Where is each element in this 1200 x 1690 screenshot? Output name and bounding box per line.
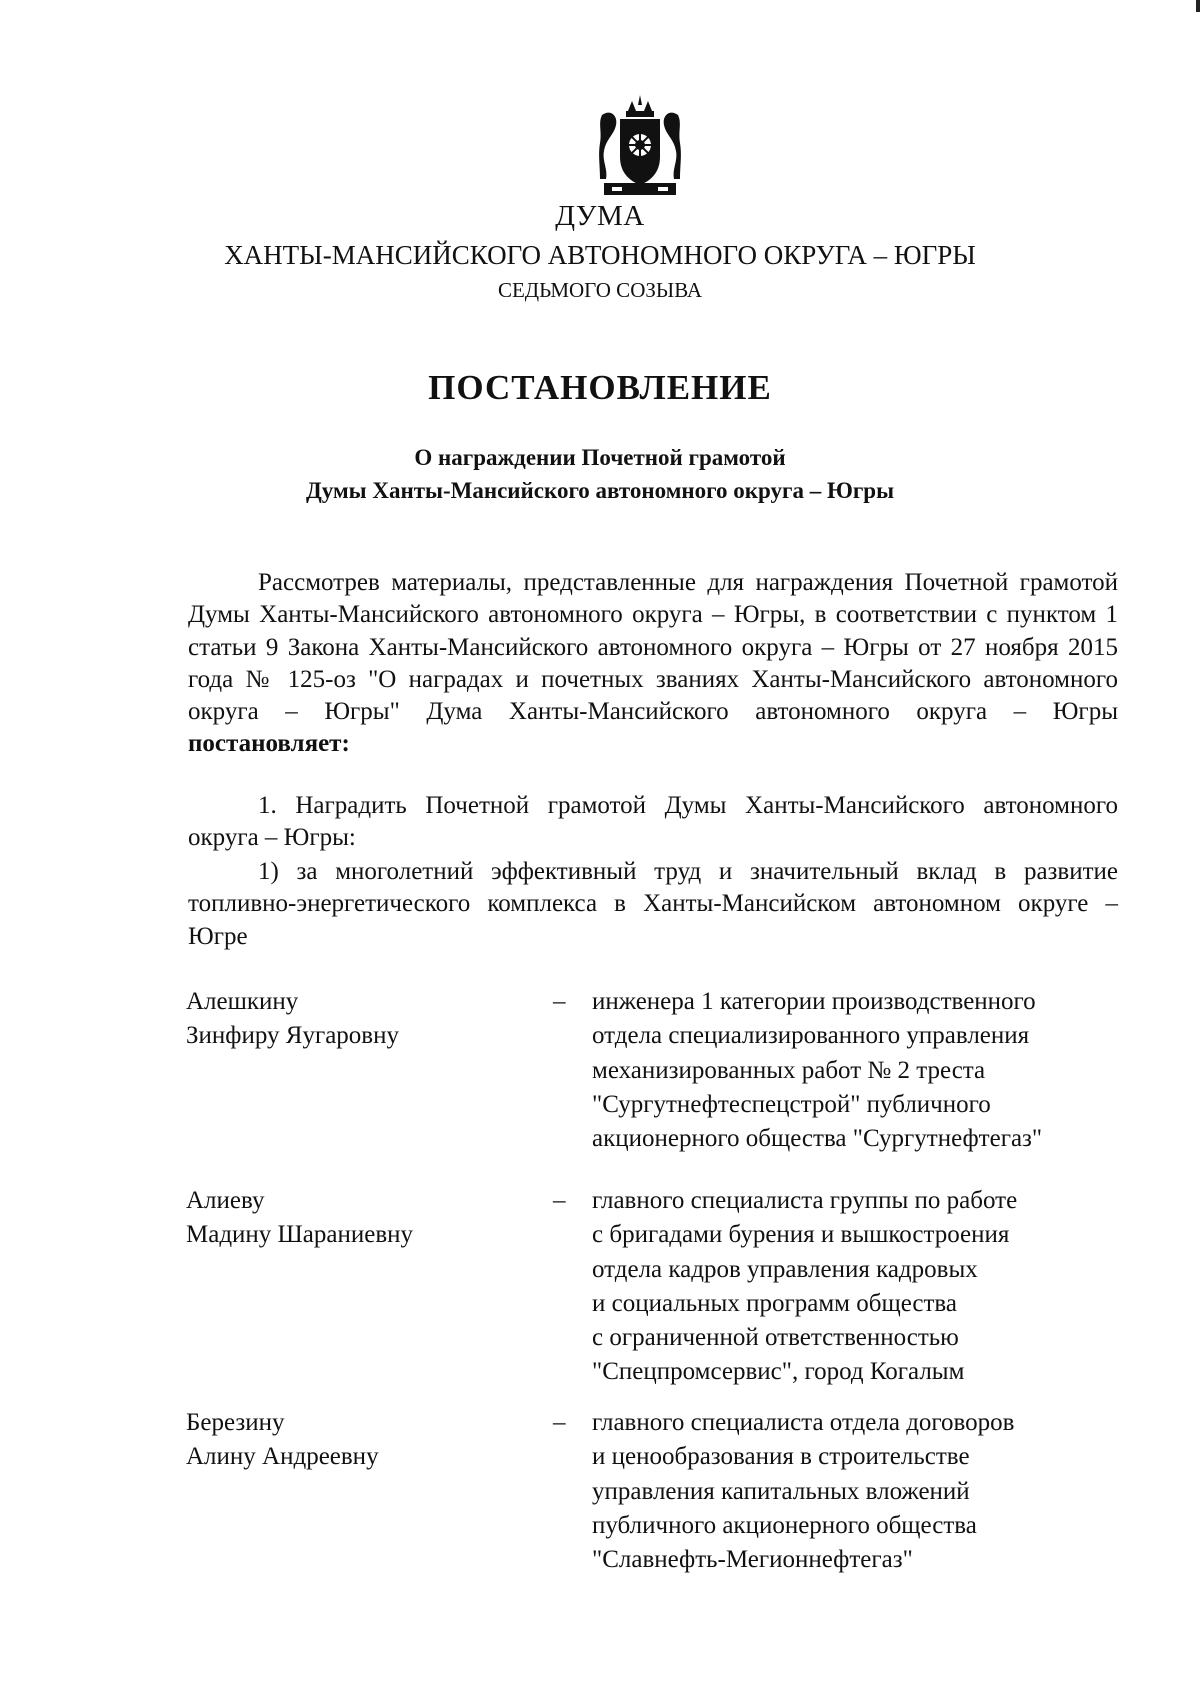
coat-of-arms-emblem xyxy=(598,95,682,199)
awardee-given-name: Зинфиру Яугаровну xyxy=(186,1022,399,1050)
awardee-name xyxy=(186,1406,526,1475)
dash-separator: – xyxy=(553,988,566,1015)
position-line: "Сургутнефтеспецстрой" публичного xyxy=(592,1090,991,1118)
position-line: управления капитальных вложений xyxy=(592,1477,970,1505)
awardee-given-name: Мадину Шараниевну xyxy=(186,1221,414,1249)
position-line: с бригадами бурения и вышкостроения xyxy=(592,1221,1010,1249)
org-name: ДУМА xyxy=(555,200,645,232)
position-line: акционерного общества "Сургутнефтегаз" xyxy=(592,1125,1043,1153)
position-line: инженера 1 категории производственного xyxy=(592,988,1036,1015)
position-line: отдела специализированного управления xyxy=(592,1022,1030,1050)
item-1-paragraph: 1. Наградить Почетной грамотой Думы Ханты-Мансийского автономного округа – Югры: xyxy=(188,792,1118,852)
position-line: отдела кадров управления кадровых xyxy=(592,1255,978,1283)
position-line: главного специалиста отдела договоров xyxy=(592,1409,1015,1436)
position-line: с ограниченной ответственностью xyxy=(592,1324,959,1352)
awardee-given-name: Алину Андреевну xyxy=(186,1443,379,1471)
dash-separator: – xyxy=(553,1187,566,1214)
position-line: механизированных работ № 2 треста xyxy=(592,1056,986,1084)
position-line: главного специалиста группы по работе xyxy=(592,1187,1018,1214)
awardee-position xyxy=(592,1184,1112,1390)
awardee-surname: Алиеву xyxy=(186,1187,265,1214)
preamble-paragraph xyxy=(188,567,1118,761)
awardee-surname: Березину xyxy=(186,1409,285,1436)
subitem-1-paragraph: 1) за многолетний эффективный труд и значительный вклад в развитие топливно-энергетического комплекса в Ханты-Мансийском автономном округе – Югре xyxy=(188,858,1118,950)
convocation: СЕДЬМОГО СОЗЫВА xyxy=(497,278,703,302)
preamble-text: Рассмотрев материалы, представленные для награждения Почетной грамотой Думы Ханты-Мансийского автономного округа – Югры, в соответствии с пунктом 1 статьи 9 Закона Ханты-Мансийского автономного округа – Югры от 27 ноября 2015 года № 125-оз "О наградах и почетных званиях Ханты-Мансийского автономного округа – Югры" Дума Ханты-Мансийского автономного округа – Югры xyxy=(188,569,1118,726)
resolves-keyword: постановляет: xyxy=(188,730,350,758)
position-line: и социальных программ общества xyxy=(592,1289,958,1317)
awardee-name xyxy=(186,985,526,1054)
position-line: и ценообразования в строительстве xyxy=(592,1443,970,1471)
awardee-surname: Алешкину xyxy=(186,988,299,1015)
dash-separator: – xyxy=(553,1409,566,1436)
subject-line-2: Думы Ханты-Мансийского автономного округа – Югры xyxy=(305,478,895,503)
awardee-position xyxy=(592,985,1112,1156)
region-name: ХАНТЫ-МАНСИЙСКОГО АВТОНОМНОГО ОКРУГА – ЮГРЫ xyxy=(224,240,976,270)
position-line: публичного акционерного общества xyxy=(592,1511,977,1539)
document-type: ПОСТАНОВЛЕНИЕ xyxy=(428,368,772,407)
subject-line-1: О награждении Почетной грамотой xyxy=(414,445,786,470)
awardee-name xyxy=(186,1184,526,1253)
position-line: "Славнефть-Мегионнефтегаз" xyxy=(592,1546,913,1574)
position-line: "Спецпромсервис", город Когалым xyxy=(592,1358,965,1386)
scan-edge-mark xyxy=(1196,0,1200,12)
awardee-position xyxy=(592,1406,1112,1577)
